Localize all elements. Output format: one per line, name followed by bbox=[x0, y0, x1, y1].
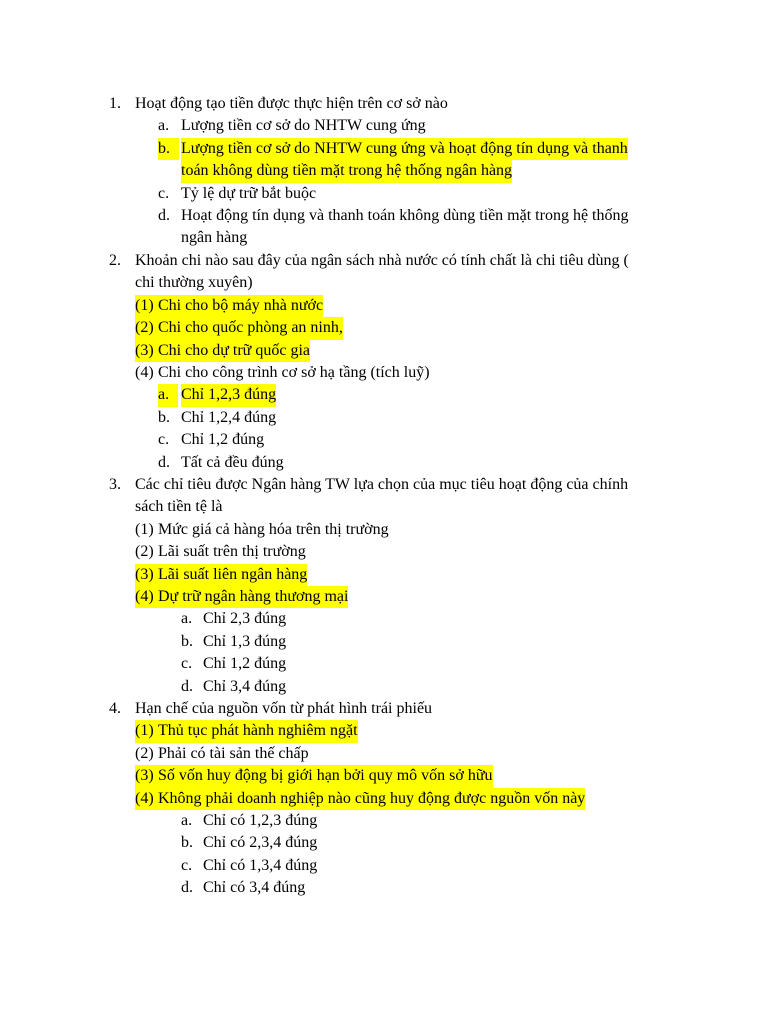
answer-text: Lượng tiền cơ sở do NHTW cung ứng và hoạt động tín dụng và thanh bbox=[181, 138, 628, 160]
answer-text: Chỉ có 1,2,3 đúng bbox=[203, 811, 318, 829]
answer-text: Chỉ có 1,3,4 đúng bbox=[203, 856, 318, 874]
option-text: Chi cho bộ máy nhà nước bbox=[158, 295, 323, 317]
answer-letter: a. bbox=[158, 384, 178, 406]
option-text: Chi cho quốc phòng an ninh, bbox=[158, 317, 343, 339]
question-1 bbox=[0, 93, 768, 250]
option-label: (3) bbox=[135, 564, 158, 586]
option-text: Phải có tài sản thế chấp bbox=[158, 744, 309, 762]
option-text: Chi cho công trình cơ sở hạ tầng (tích luỹ) bbox=[158, 363, 430, 381]
question-number: 4. bbox=[109, 700, 121, 717]
answer-letter: c. bbox=[181, 655, 193, 673]
question-text: Các chỉ tiêu được Ngân hàng TW lựa chọn của mục tiêu hoạt động của chính bbox=[135, 476, 629, 493]
question-number: 1. bbox=[109, 95, 121, 112]
question-text: chi thường xuyên) bbox=[135, 274, 253, 292]
answer-letter: c. bbox=[158, 431, 170, 449]
question-number: 2. bbox=[109, 252, 121, 269]
answer-letter: b. bbox=[181, 632, 193, 650]
answer-letter: d. bbox=[158, 453, 170, 471]
option-label: (1) bbox=[135, 295, 158, 317]
option-label: (2) bbox=[135, 543, 154, 561]
option-text: Không phải doanh nghiệp nào cũng huy động được nguồn vốn này bbox=[158, 788, 585, 810]
question-text: sách tiền tệ là bbox=[135, 498, 223, 516]
answer-letter: d. bbox=[181, 677, 193, 695]
question-3 bbox=[0, 474, 768, 698]
question-text: Khoản chi nào sau đây của ngân sách nhà nước có tính chất là chi tiêu dùng ( bbox=[135, 252, 629, 269]
answer-text: Tất cả đều đúng bbox=[181, 453, 284, 471]
answer-letter: a. bbox=[158, 117, 170, 135]
question-text: Hoạt động tạo tiền được thực hiện trên cơ sở nào bbox=[135, 95, 448, 112]
answer-text: Chỉ 1,2,3 đúng bbox=[181, 384, 276, 406]
answer-text: toán không dùng tiền mặt trong hệ thống ngân hàng bbox=[181, 160, 512, 182]
answer-text: Chỉ 1,2 đúng bbox=[203, 655, 287, 673]
answer-letter: a. bbox=[181, 610, 193, 628]
answer-text: ngân hàng bbox=[181, 229, 248, 247]
option-label: (1) bbox=[135, 720, 158, 742]
answer-letter: b. bbox=[158, 138, 179, 160]
answer-text: Chỉ 3,4 đúng bbox=[203, 677, 287, 695]
answer-text: Chỉ có 3,4 đúng bbox=[203, 879, 306, 897]
option-text: Thủ tục phát hành nghiêm ngặt bbox=[158, 720, 358, 742]
answer-text: Lượng tiền cơ sở do NHTW cung ứng bbox=[181, 117, 426, 135]
question-2 bbox=[0, 250, 768, 474]
answer-letter: d. bbox=[181, 879, 193, 897]
option-text: Mức giá cả hàng hóa trên thị trường bbox=[158, 520, 389, 538]
option-label: (2) bbox=[135, 317, 158, 339]
option-label: (3) bbox=[135, 765, 158, 787]
option-label: (4) bbox=[135, 363, 154, 381]
option-label: (4) bbox=[135, 586, 158, 608]
answer-text: Chỉ có 2,3,4 đúng bbox=[203, 834, 318, 852]
option-text: Lãi suất liên ngân hàng bbox=[158, 564, 307, 586]
answer-text: Chỉ 1,2,4 đúng bbox=[181, 408, 277, 426]
option-text: Lãi suất trên thị trường bbox=[158, 543, 306, 561]
answer-letter: b. bbox=[158, 408, 170, 426]
option-label: (4) bbox=[135, 788, 158, 810]
question-4 bbox=[0, 698, 768, 900]
option-text: Dự trữ ngân hàng thương mại bbox=[158, 586, 348, 608]
option-text: Chi cho dự trữ quốc gia bbox=[158, 340, 310, 362]
answer-letter: b. bbox=[181, 834, 193, 852]
option-text: Số vốn huy động bị giới hạn bởi quy mô vốn sở hữu bbox=[158, 765, 493, 787]
answer-letter: c. bbox=[158, 184, 170, 202]
answer-text: Hoạt động tín dụng và thanh toán không dùng tiền mặt trong hệ thống bbox=[181, 206, 629, 224]
question-text: Hạn chế của nguồn vốn từ phát hình trái phiếu bbox=[135, 700, 433, 717]
answer-letter: a. bbox=[181, 811, 193, 829]
answer-text: Tỷ lệ dự trữ bắt buộc bbox=[181, 184, 317, 202]
answer-letter: d. bbox=[158, 206, 170, 224]
answer-text: Chỉ 1,2 đúng bbox=[181, 431, 265, 449]
answer-letter: c. bbox=[181, 856, 193, 874]
option-label: (2) bbox=[135, 744, 154, 762]
option-label: (1) bbox=[135, 520, 154, 538]
answer-text: Chỉ 1,3 đúng bbox=[203, 632, 287, 650]
answer-text: Chỉ 2,3 đúng bbox=[203, 610, 287, 628]
question-number: 3. bbox=[109, 476, 121, 493]
option-label: (3) bbox=[135, 340, 158, 362]
